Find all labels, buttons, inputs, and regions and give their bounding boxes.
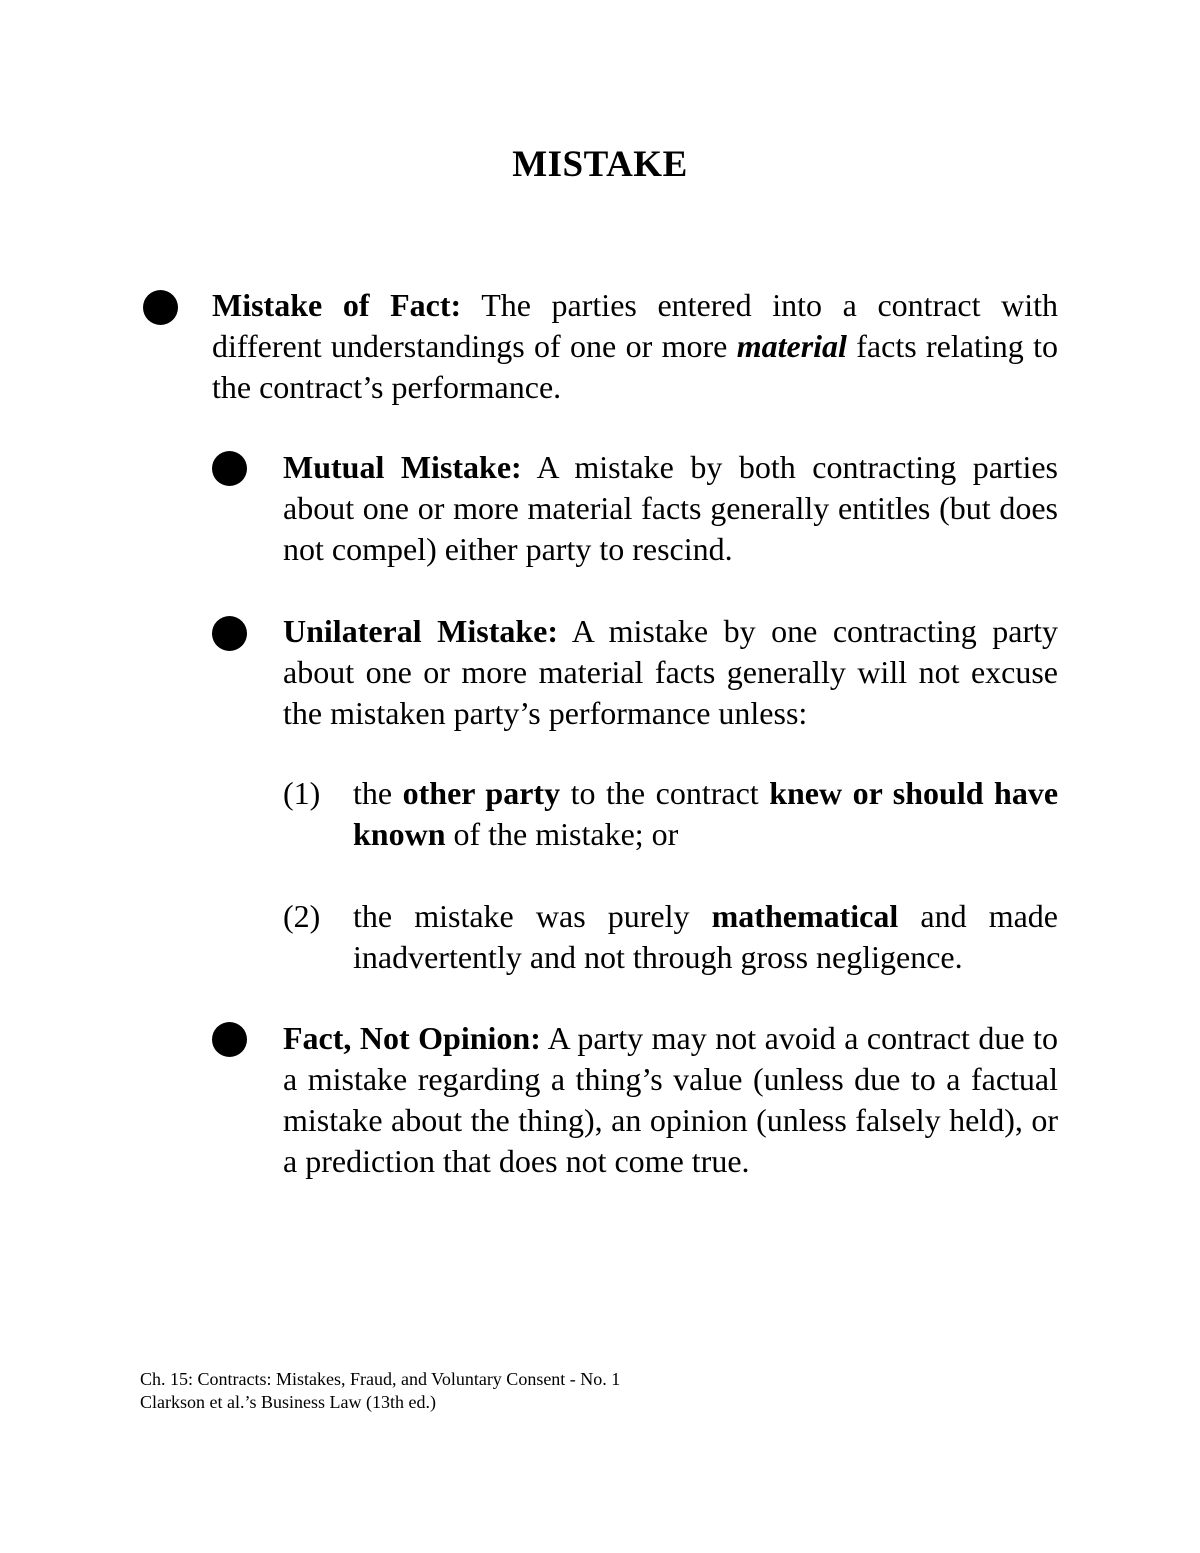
footer-source-line: Clarkson et al.’s Business Law (13th ed.)	[140, 1392, 436, 1412]
bullet-dot-icon	[212, 616, 247, 651]
fact-not-opinion-term: Fact, Not Opinion:	[283, 1020, 541, 1056]
unilateral-mistake-term: Unilateral Mistake:	[283, 613, 558, 649]
mistake-of-fact-paragraph	[212, 285, 1058, 408]
exception-1-text	[353, 773, 1058, 855]
material-emphasis: material	[736, 328, 847, 364]
footer-chapter-line: Ch. 15: Contracts: Mistakes, Fraud, and Voluntary Consent - No. 1	[140, 1369, 621, 1389]
exception-1-text-c: of the mistake; or	[445, 816, 679, 852]
mistake-of-fact-term: Mistake of Fact:	[212, 287, 462, 323]
exception-1-text-a: the	[353, 775, 403, 811]
exception-1-label: (1)	[283, 775, 321, 811]
bullet-dot-icon	[212, 451, 247, 486]
mistake-of-fact-text: The parties entered into a contract with different understandings of one or more	[212, 287, 1059, 364]
exception-2-text-a: the mistake was purely	[353, 898, 712, 934]
fact-not-opinion-text: A party may not avoid a contract due to a mistake regarding a thing’s value (unless due to a factual mistake about the thing), an opinion (unless falsely held), or a prediction that does not come true.	[283, 1020, 1059, 1179]
mistake-of-fact-text-end: facts relating to the contract’s performance.	[212, 328, 1059, 405]
unilateral-mistake-text: A mistake by one contracting party about one or more material facts generally will not excuse the mistaken party’s performance unless:	[283, 613, 1058, 731]
exception-2-text	[353, 896, 1058, 978]
fact-not-opinion-paragraph	[283, 1018, 1058, 1182]
mathematical-emphasis: mathematical	[711, 898, 899, 934]
bullet-dot-icon	[212, 1022, 247, 1057]
mutual-mistake-text: A mistake by both contracting parties about one or more material facts generally entitles (but does not compel) either party to rescind.	[283, 449, 1059, 567]
knew-or-should-have-known-emphasis: knew or should have known	[353, 775, 1059, 852]
page-title: MISTAKE	[512, 144, 688, 185]
exception-1-text-b: to the contract	[560, 775, 770, 811]
exception-2-text-b: and made inadvertently and not through gross negligence.	[353, 898, 1058, 975]
unilateral-mistake-paragraph	[283, 611, 1058, 734]
exception-2-label: (2)	[283, 898, 321, 934]
other-party-emphasis: other party	[402, 775, 561, 811]
bullet-dot-icon	[143, 290, 178, 325]
mutual-mistake-paragraph	[283, 447, 1058, 570]
mutual-mistake-term: Mutual Mistake:	[283, 449, 522, 485]
